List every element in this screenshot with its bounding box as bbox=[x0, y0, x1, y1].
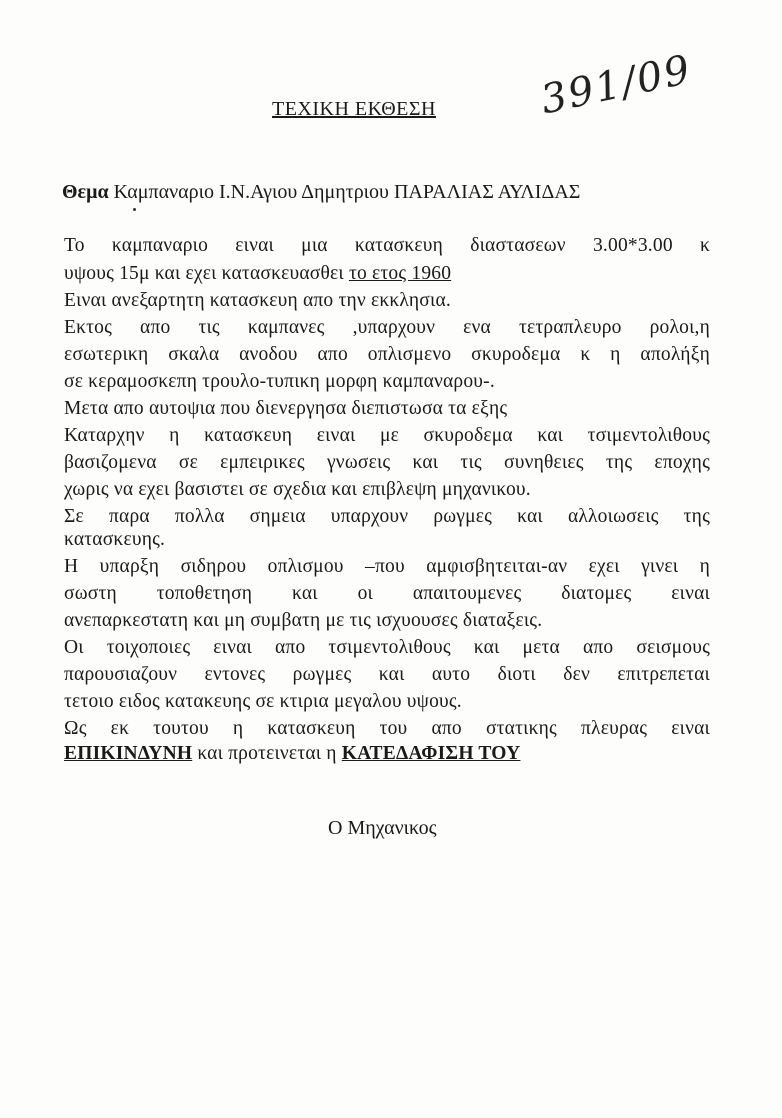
body-line-5: εσωτερικη σκαλα ανοδου απο οπλισμενο σκυροδεμα κ η απολήξη bbox=[64, 344, 710, 365]
subject-line bbox=[62, 181, 580, 204]
body-line-3: Ειναι ανεξαρτητη κατασκευη απο την εκκλησια. bbox=[64, 290, 451, 311]
body-line-2-text: υψους 15μ και εχει κατασκευασθει bbox=[64, 263, 349, 284]
body-line-10: χωρις να εχει βασιστει σε σχεδια και επιβλεψη μηχανικου. bbox=[64, 479, 531, 500]
body-line-9: βασιζομενα σε εμπειρικες γνωσεις και τις συνηθειες της εποχης bbox=[64, 452, 710, 473]
body-line-12: κατασκευης. bbox=[64, 529, 166, 550]
dangerous-label: ΕΠΙΚΙΝΔΥΝΗ bbox=[64, 743, 193, 764]
handwritten-reference-number: 391/09 bbox=[536, 46, 696, 124]
conclusion-middle: και προτεινεται η bbox=[192, 743, 342, 764]
body-line-16: Οι τοιχοποιες ειναι απο τσιμεντολιθους και μετα απο σεισμους bbox=[64, 637, 710, 658]
document-title: ΤΕΧΙΚΗ ΕΚΘΕΣΗ bbox=[272, 98, 436, 120]
conclusion-line bbox=[64, 743, 520, 765]
body-line-7: Μετα απο αυτοψια που διενεργησα διεπιστωσα τα εξης bbox=[64, 398, 508, 419]
subject-text: Καμπαναριο Ι.Ν.Αγιου Δημητριου ΠΑΡΑΛΙΑΣ ΑΥΛΙΔΑΣ bbox=[108, 181, 581, 203]
signature-line: Ο Μηχανικος bbox=[328, 817, 437, 839]
body-line-4: Εκτος απο τις καμπανες ,υπαρχουν ενα τετραπλευρο ρολοι,η bbox=[64, 317, 710, 338]
scan-speck bbox=[133, 208, 136, 211]
body-line-1: Το καμπαναριο ειναι μια κατασκευη διαστασεων 3.00*3.00 κ bbox=[64, 235, 710, 256]
year-built: το ετος 1960 bbox=[348, 263, 452, 284]
body-line-2 bbox=[64, 263, 451, 285]
body-line-19: Ως εκ τουτου η κατασκευη του απο στατικης πλευρας ειναι bbox=[64, 718, 710, 739]
body-line-18: τετοιο ειδος κατακευης σε κτιρια μεγαλου υψους. bbox=[64, 691, 462, 712]
body-line-14: σωστη τοποθετηση και οι απαιτουμενες διατομες ειναι bbox=[64, 583, 710, 604]
body-line-17: παρουσιαζουν εντονες ρωγμες και αυτο διοτι δεν επιτρεπεται bbox=[64, 664, 710, 685]
body-line-11: Σε παρα πολλα σημεια υπαρχουν ρωγμες και αλλοιωσεις της bbox=[64, 506, 710, 527]
demolition-label: ΚΑΤΕΔΑΦΙΣΗ ΤΟΥ bbox=[341, 743, 521, 764]
body-line-13: Η υπαρξη σιδηρου οπλισμου –που αμφισβητειται-αν εχει γινει η bbox=[64, 556, 710, 577]
body-line-6: σε κεραμοσκεπη τρουλο-τυπικη μορφη καμπαναρου-. bbox=[64, 371, 495, 392]
body-line-15: ανεπαρκεστατη και μη συμβατη με τις ισχυουσες διαταξεις. bbox=[64, 610, 543, 631]
body-line-8: Καταρχην η κατασκευη ειναι με σκυροδεμα και τσιμεντολιθους bbox=[64, 425, 710, 446]
subject-label: Θεμα bbox=[62, 181, 109, 203]
